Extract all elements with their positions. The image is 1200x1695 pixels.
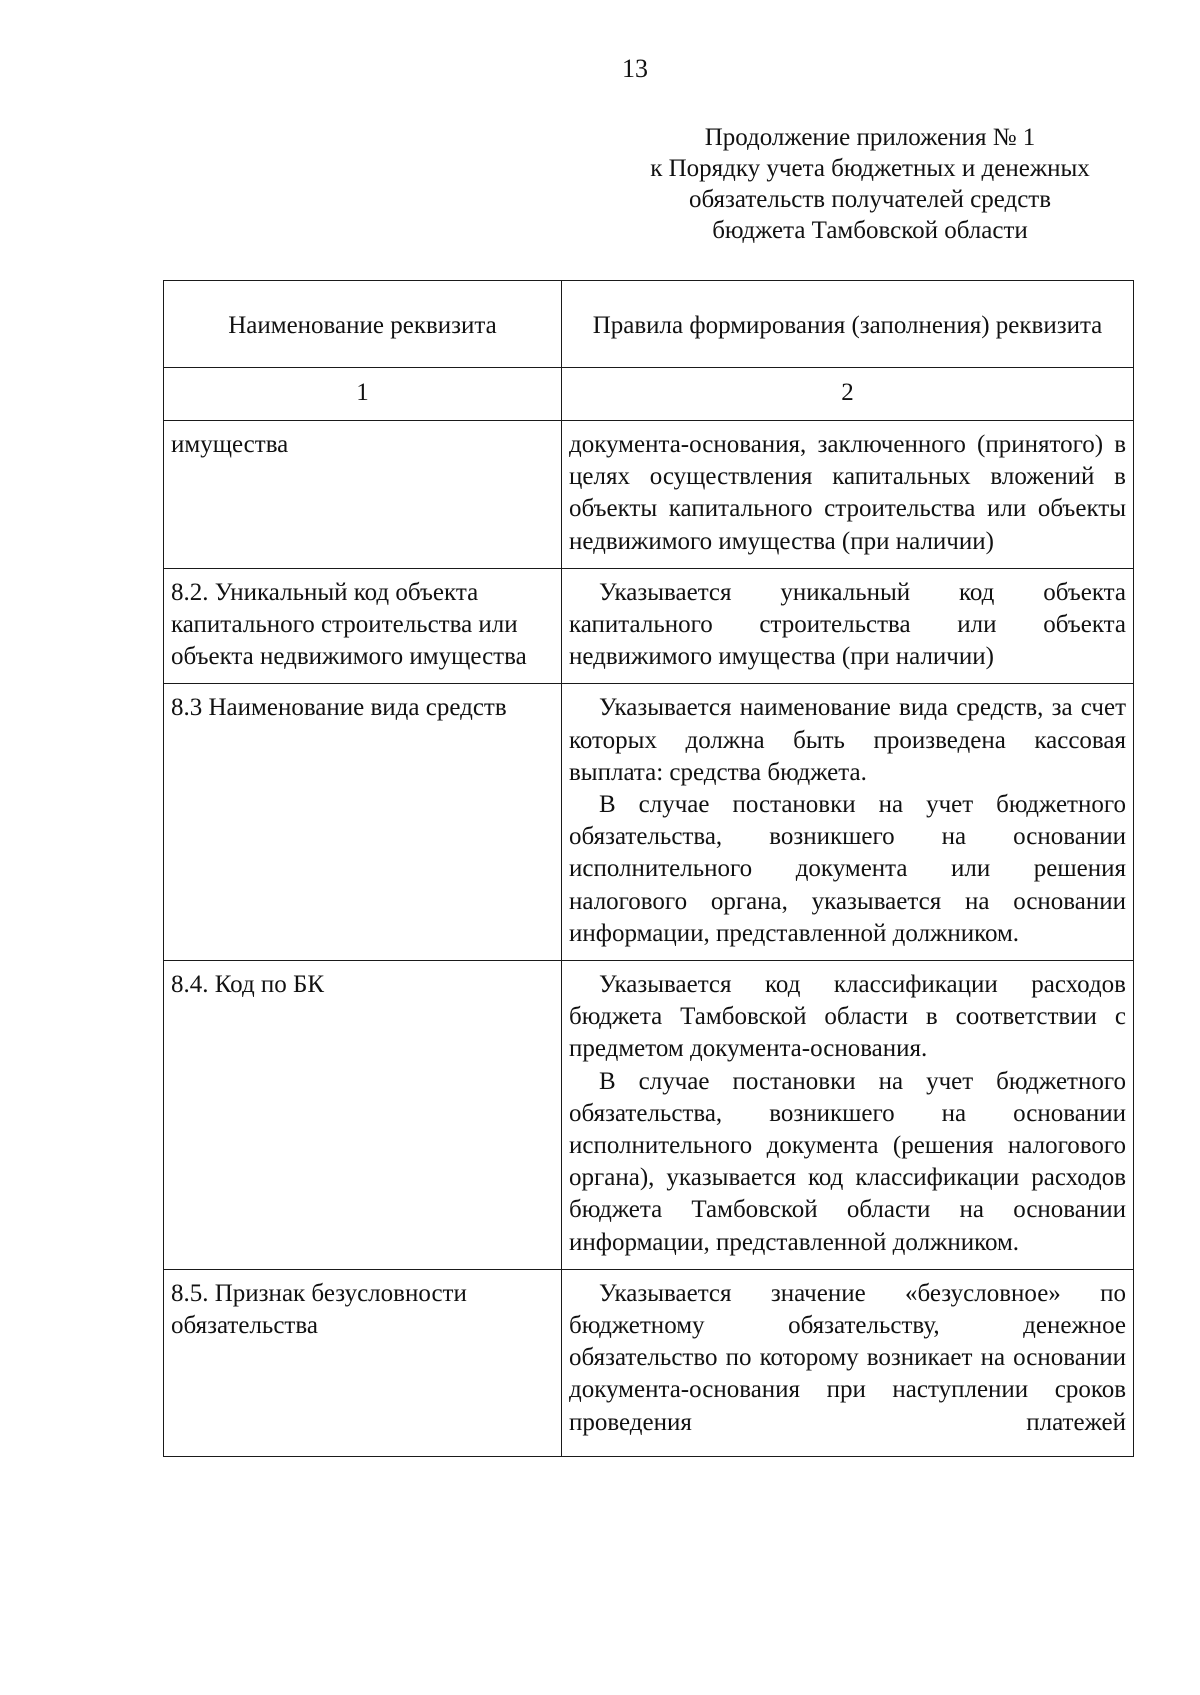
rule-paragraph: Указывается код классификации расходов бюджета Тамбовской области в соответствии с предметом документа-основания. xyxy=(569,971,1126,1063)
requisite-name: 8.4. Код по БК xyxy=(164,961,562,1270)
appendix-header-line: бюджета Тамбовской области xyxy=(712,217,1028,244)
rule-paragraph: Указывается наименование вида средств, за счет которых должна быть произведена кассовая выплата: средства бюджета. xyxy=(569,694,1126,786)
requisite-rules xyxy=(562,1269,1134,1456)
requisite-name: 8.2. Уникальный код объекта капитального строительства или объекта недвижимого имущества xyxy=(164,568,562,684)
rule-paragraph: Указывается значение «безусловное» по бюджетному обязательству, денежное обязательство по которому возникает на основании документа-основания при наступлении сроков проведения платежей xyxy=(569,1279,1126,1436)
column-number-row xyxy=(164,368,1134,421)
page-number: 13 xyxy=(622,54,648,83)
table-row xyxy=(164,684,1134,961)
rule-paragraph: В случае постановки на учет бюджетного обязательства, возникшего на основании исполнительного документа или решения налогового органа, указывается на основании информации, представленной должником. xyxy=(569,791,1126,947)
requisite-rules xyxy=(562,684,1134,961)
requisite-rules xyxy=(562,568,1134,684)
appendix-header-line: к Порядку учета бюджетных и денежных xyxy=(650,155,1090,182)
rule-paragraph: В случае постановки на учет бюджетного обязательства, возникшего на основании исполнительного документа (решения налогового органа), указывается код классификации расходов бюджета Тамбовской области на основании информации, представленной должником. xyxy=(569,1067,1126,1256)
table-row xyxy=(164,961,1134,1270)
requisite-rules xyxy=(562,961,1134,1270)
table-header-row xyxy=(164,281,1134,368)
appendix-header-line: обязательств получателей средств xyxy=(688,186,1052,213)
rule-paragraph: Указывается уникальный код объекта капитального строительства или объекта недвижимого имущества (при наличии) xyxy=(569,578,1126,671)
table-row xyxy=(164,1269,1134,1456)
column-header-name: Наименование реквизита xyxy=(164,281,562,368)
column-number: 1 xyxy=(164,368,562,421)
appendix-header xyxy=(610,122,1130,246)
column-number: 2 xyxy=(562,368,1134,421)
requisite-name: 8.3 Наименование вида средств xyxy=(164,684,562,961)
table-row xyxy=(164,568,1134,684)
requisites-table xyxy=(163,280,1134,1457)
rule-paragraph: документа-основания, заключенного (принятого) в целях осуществления капитальных вложений в объекты капитального строительства или объекты недвижимого имущества (при наличии) xyxy=(569,431,1126,555)
requisite-rules xyxy=(562,421,1134,569)
appendix-header-line: Продолжение приложения № 1 xyxy=(704,124,1036,151)
requisite-name: 8.5. Признак безусловности обязательства xyxy=(164,1269,562,1456)
requisite-name: имущества xyxy=(164,421,562,569)
column-header-rules: Правила формирования (заполнения) реквизита xyxy=(562,281,1134,368)
table-row xyxy=(164,421,1134,569)
